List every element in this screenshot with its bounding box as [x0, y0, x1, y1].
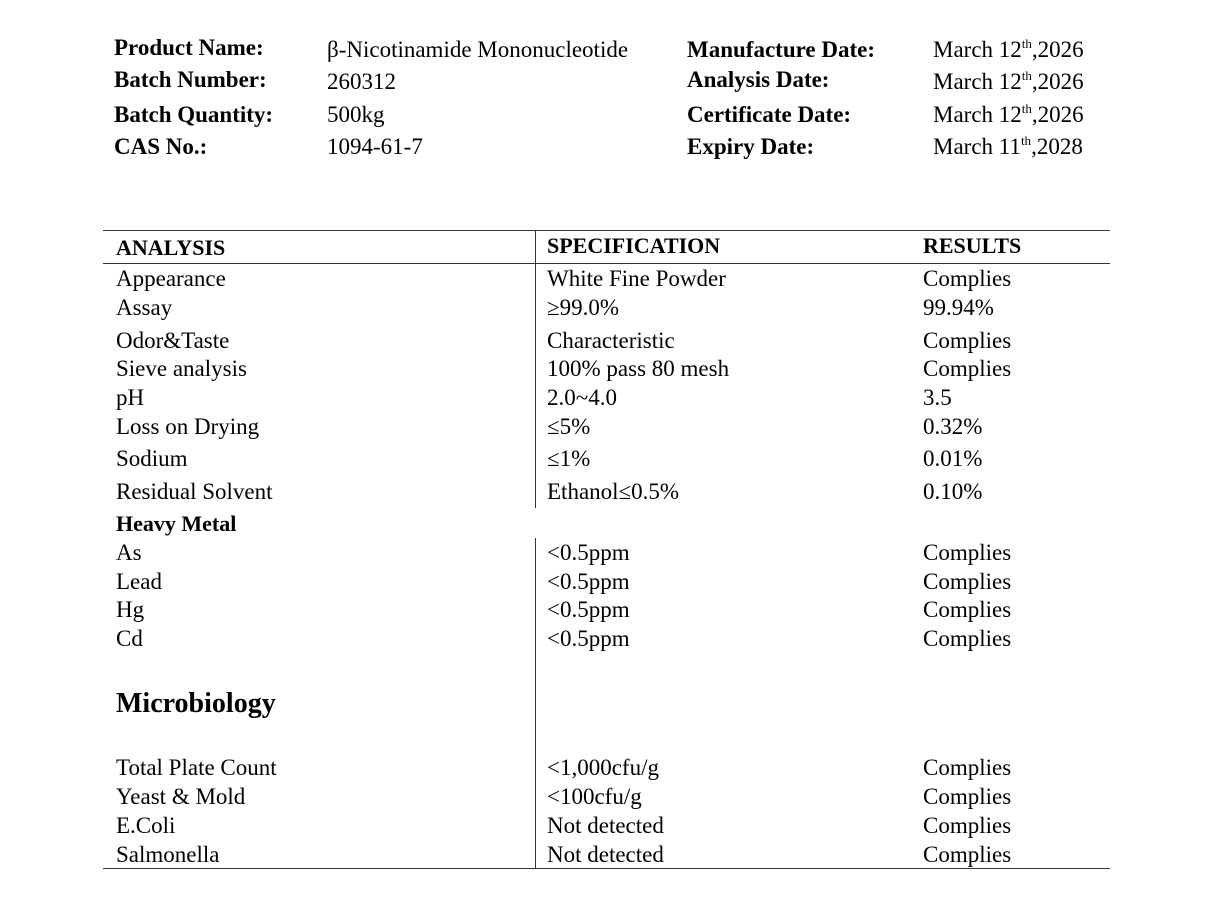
table-row-analysis: Hg [116, 597, 145, 622]
table-row-result: Complies [923, 569, 1012, 594]
table-row-specification: <0.5ppm [547, 597, 630, 622]
table-row-specification: Characteristic [547, 328, 675, 353]
certificate-date-label: Certificate Date: [687, 102, 852, 127]
table-row-result: Complies [923, 328, 1012, 353]
expiry-date-value: March 11th,2028 [933, 133, 1083, 159]
expiry-date-label: Expiry Date: [687, 134, 815, 159]
table-top-rule [103, 230, 1110, 231]
table-row-result: Complies [923, 356, 1012, 381]
table-row-specification: <100cfu/g [547, 784, 642, 809]
table-row-specification: <0.5ppm [547, 626, 630, 651]
table-row-result: Complies [923, 597, 1012, 622]
table-row-specification: <0.5ppm [547, 569, 630, 594]
table-row-specification: Ethanol≤0.5% [547, 479, 680, 504]
table-row-specification: ≤5% [547, 414, 591, 439]
product-name-value: β-Nicotinamide Mononucleotide [327, 37, 629, 62]
table-row-analysis: As [116, 540, 142, 565]
analysis-date-value: March 12th,2026 [933, 68, 1084, 94]
table-row-result: Complies [923, 540, 1012, 565]
cas-number-label: CAS No.: [114, 134, 208, 159]
table-row-specification: White Fine Powder [547, 266, 726, 291]
table-row-analysis: pH [116, 385, 145, 410]
batch-number-value: 260312 [327, 69, 396, 94]
column-header-results: RESULTS [923, 233, 1022, 258]
table-row-result: Complies [923, 755, 1012, 780]
table-row-result: 0.32% [923, 414, 983, 439]
table-row-analysis: Lead [116, 569, 162, 594]
table-row-result: Complies [923, 842, 1012, 867]
table-row-analysis: Appearance [116, 266, 226, 291]
table-row-specification: 2.0~4.0 [547, 385, 617, 410]
table-row-analysis: Loss on Drying [116, 414, 260, 439]
table-row-result: 3.5 [923, 385, 952, 410]
section-title-heavy-metal: Heavy Metal [116, 511, 237, 536]
table-row-specification: <1,000cfu/g [547, 755, 659, 780]
manufacture-date-label: Manufacture Date: [687, 37, 875, 62]
table-row-specification: <0.5ppm [547, 540, 630, 565]
table-row-result: Complies [923, 813, 1012, 838]
table-header-rule [103, 263, 1110, 264]
table-row-analysis: Odor&Taste [116, 328, 230, 353]
table-row-specification: ≤1% [547, 446, 591, 471]
table-row-analysis: Cd [116, 626, 143, 651]
table-row-analysis: Total Plate Count [116, 755, 277, 780]
table-row-result: 99.94% [923, 295, 994, 320]
column-divider-lower [535, 538, 536, 869]
column-header-analysis: ANALYSIS [116, 235, 226, 260]
table-row-analysis: Residual Solvent [116, 479, 273, 504]
table-row-specification: ≥99.0% [547, 295, 620, 320]
table-row-specification: Not detected [547, 813, 664, 838]
batch-quantity-value: 500kg [327, 102, 385, 127]
section-title-microbiology: Microbiology [116, 688, 276, 719]
cas-number-value: 1094-61-7 [327, 134, 423, 159]
table-row-analysis: Yeast & Mold [116, 784, 246, 809]
analysis-date-label: Analysis Date: [687, 67, 830, 92]
manufacture-date-value: March 12th,2026 [933, 36, 1084, 62]
batch-number-label: Batch Number: [114, 67, 267, 92]
table-row-analysis: Assay [116, 295, 173, 320]
product-name-label: Product Name: [114, 35, 264, 60]
table-row-analysis: Salmonella [116, 842, 220, 867]
table-row-specification: 100% pass 80 mesh [547, 356, 730, 381]
batch-quantity-label: Batch Quantity: [114, 102, 274, 127]
table-row-result: 0.01% [923, 446, 983, 471]
column-header-specification: SPECIFICATION [547, 233, 721, 258]
table-row-specification: Not detected [547, 842, 664, 867]
table-row-result: Complies [923, 626, 1012, 651]
table-row-result: 0.10% [923, 479, 983, 504]
column-divider-upper [535, 230, 536, 508]
table-row-analysis: Sieve analysis [116, 356, 247, 381]
certificate-date-value: March 12th,2026 [933, 101, 1084, 127]
table-row-analysis: E.Coli [116, 813, 176, 838]
table-row-result: Complies [923, 266, 1012, 291]
table-row-result: Complies [923, 784, 1012, 809]
table-row-analysis: Sodium [116, 446, 188, 471]
